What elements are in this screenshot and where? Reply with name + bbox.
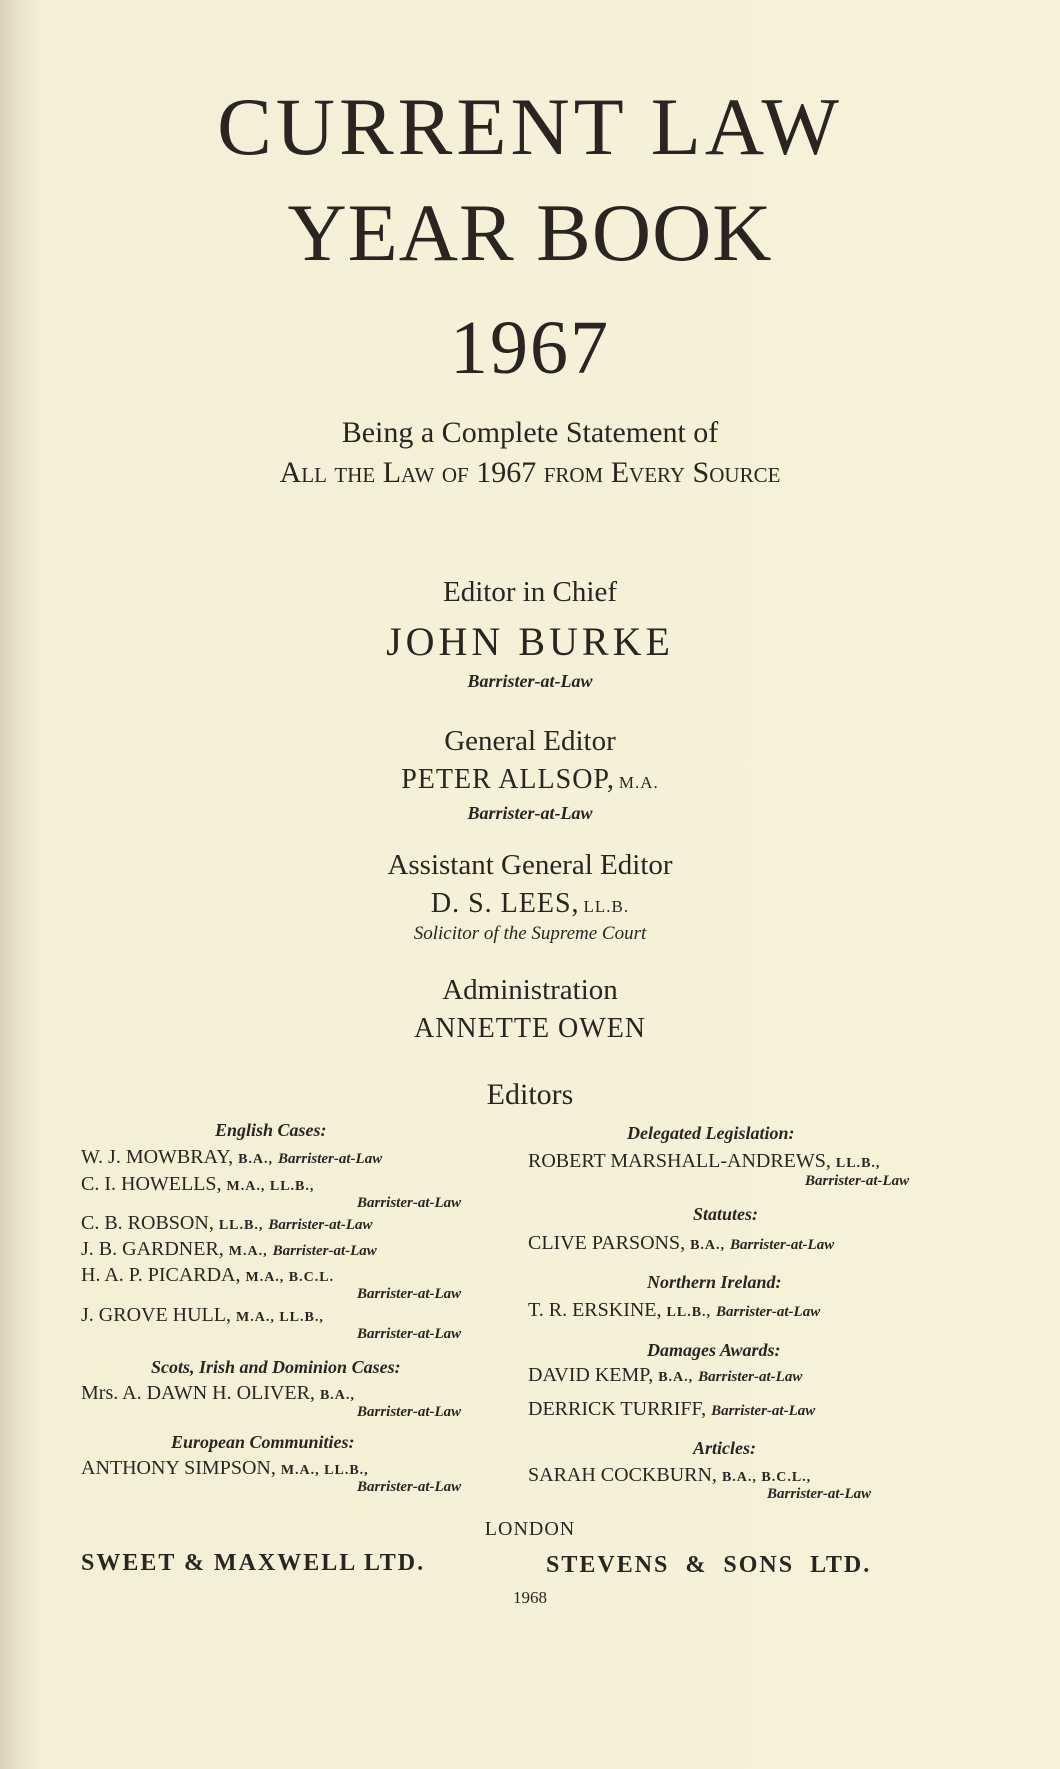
assistant-editor-qualification: Solicitor of the Supreme Court [413,923,647,944]
book-title-line1: CURRENT LAW [217,81,843,172]
editor-quals: B.A., [690,1238,726,1253]
european-heading: European Communities: [171,1432,355,1452]
editor-entry [528,1464,811,1487]
editor-quals: B.A., B.C.L., [721,1470,812,1485]
editor-bar: Barrister-at-Law [805,1173,910,1189]
editor-bar: Barrister-at-Law [716,1304,821,1320]
editor-bar: Barrister-at-Law [767,1486,872,1502]
editor-name: DERRICK TURRIFF, [528,1398,707,1420]
editor-in-chief-name: JOHN BURKE [386,619,674,664]
editor-entry [81,1212,373,1235]
editor-name: ROBERT MARSHALL-ANDREWS, [528,1150,831,1172]
general-editor-line [0,766,1060,794]
administration-name: ANNETTE OWEN [413,1013,647,1044]
editor-in-chief-role: Editor in Chief [443,576,617,608]
editor-entry [528,1150,880,1173]
delegated-heading: Delegated Legislation: [627,1123,795,1143]
editor-entry [528,1398,815,1421]
editor-in-chief-qualification: Barrister-at-Law [467,671,593,691]
editor-bar: Barrister-at-Law [278,1151,383,1167]
assistant-editor-degree: LL.B. [583,897,630,916]
assistant-editor-line [0,890,1060,918]
editor-entry [81,1264,334,1287]
editor-name: C. I. HOWELLS, [81,1173,222,1195]
editor-bar: Barrister-at-Law [698,1369,803,1385]
editor-entry [81,1382,355,1405]
general-editor-role: General Editor [444,725,616,757]
subtitle-line1: Being a Complete Statement of [341,416,719,449]
publisher-sweet-maxwell: SWEET & MAXWELL LTD. [81,1550,426,1576]
general-editor-degree: M.A. [618,773,659,792]
editor-quals: LL.B., [666,1305,712,1320]
editor-quals: B.A., [658,1370,694,1385]
imprint-city: LONDON [484,1518,576,1540]
editor-entry [528,1299,820,1322]
editor-quals: M.A., LL.B., [226,1179,315,1194]
imprint-year: 1968 [513,1588,547,1607]
editor-quals: LL.B., [218,1218,264,1233]
editor-name: DAVID KEMP, [528,1364,654,1386]
editor-name: SARAH COCKBURN, [528,1464,717,1486]
editor-bar: Barrister-at-Law [357,1479,462,1495]
editor-quals: B.A., [238,1152,274,1167]
editor-entry [528,1232,834,1255]
editor-entry [81,1238,377,1261]
book-title-line2: YEAR BOOK [287,187,773,278]
administration-role: Administration [442,974,618,1006]
editor-quals: M.A., LL.B., [280,1463,369,1478]
statutes-heading: Statutes: [693,1204,759,1224]
editor-quals: LL.B., [835,1156,881,1171]
editor-name: H. A. P. PICARDA, [81,1264,241,1286]
editor-name: Mrs. A. DAWN H. OLIVER, [81,1382,315,1404]
editor-name: J. GROVE HULL, [81,1304,231,1326]
articles-heading: Articles: [693,1438,756,1458]
editor-entry [81,1146,382,1169]
editor-bar: Barrister-at-Law [357,1404,462,1420]
english-cases-heading: English Cases: [215,1120,327,1140]
editor-entry [81,1304,324,1327]
editor-name: CLIVE PARSONS, [528,1232,686,1254]
editor-bar: Barrister-at-Law [268,1217,373,1233]
editor-quals: M.A., LL.B., [236,1310,324,1325]
editor-quals: M.A., [228,1244,268,1259]
damages-heading: Damages Awards: [647,1340,781,1360]
subtitle-line2: All the Law of 1967 from Every Source [279,456,781,489]
editor-bar: Barrister-at-Law [357,1326,462,1342]
editors-heading: Editors [486,1078,574,1111]
assistant-editor-name: D. S. LEES, [430,888,580,919]
editor-quals: B.A., [319,1388,355,1403]
editor-name: C. B. ROBSON, [81,1212,214,1234]
editor-name: T. R. ERSKINE, [528,1299,662,1321]
editor-bar: Barrister-at-Law [730,1237,835,1253]
book-year: 1967 [450,306,610,390]
editor-name: ANTHONY SIMPSON, [81,1457,276,1479]
editor-bar: Barrister-at-Law [357,1286,462,1302]
editor-entry [81,1173,314,1196]
editor-quals: M.A., B.C.L. [245,1270,335,1285]
scots-irish-heading: Scots, Irish and Dominion Cases: [151,1357,401,1377]
assistant-editor-role: Assistant General Editor [387,849,673,881]
editor-name: J. B. GARDNER, [81,1238,224,1260]
editor-bar: Barrister-at-Law [357,1195,462,1211]
general-editor-name: PETER ALLSOP, [401,764,615,795]
publisher-stevens-sons: STEVENS & SONS LTD. [546,1552,872,1578]
editor-bar: Barrister-at-Law [711,1403,816,1419]
editor-entry [81,1457,369,1480]
northern-ireland-heading: Northern Ireland: [647,1272,782,1292]
editor-bar: Barrister-at-Law [272,1243,377,1259]
editor-name: W. J. MOWBRAY, [81,1146,234,1168]
general-editor-qualification: Barrister-at-Law [467,803,593,823]
editor-entry [528,1364,802,1387]
